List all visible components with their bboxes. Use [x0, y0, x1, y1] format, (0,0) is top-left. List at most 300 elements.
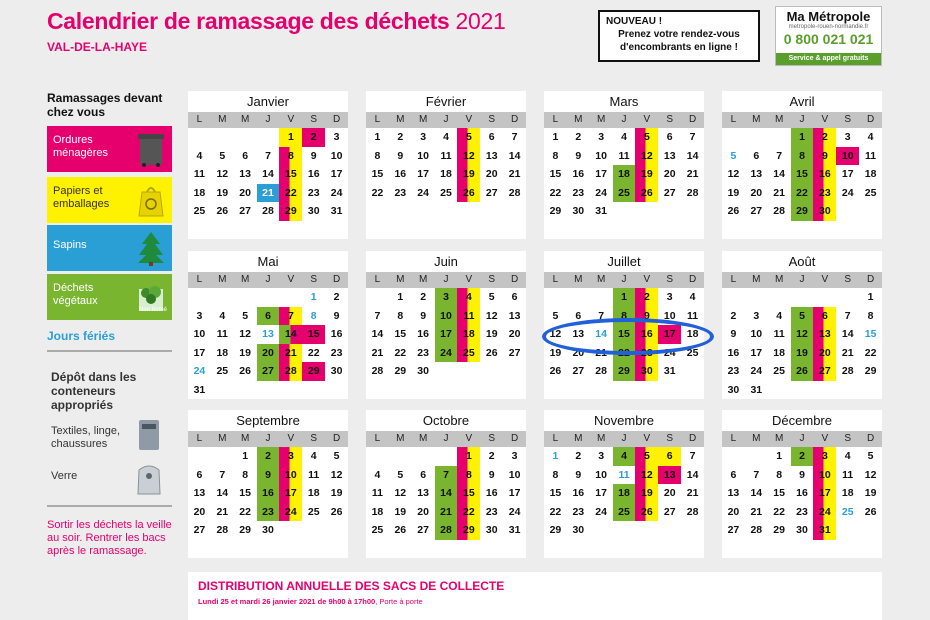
week-row — [188, 503, 348, 522]
day-cell: 29 — [613, 362, 636, 381]
day-cell: 10 — [813, 466, 836, 485]
empty-cell — [211, 447, 234, 466]
day-cell: 11 — [371, 487, 383, 499]
day-cell: 3 — [813, 447, 836, 466]
empty-cell — [768, 128, 791, 147]
legend-title: Ramassages devant chez vous — [47, 91, 163, 119]
day-cell: 8 — [242, 468, 249, 481]
day-cell: 12 — [394, 487, 407, 499]
day-cell: 15 — [864, 328, 877, 340]
day-cell: 6 — [575, 309, 582, 322]
day-cell: 25 — [613, 184, 636, 203]
day-cell: 8 — [397, 309, 404, 322]
day-cell: 19 — [216, 186, 229, 199]
depot-textiles: Textiles, linge, chaussures — [51, 425, 121, 450]
day-cell: 22 — [791, 184, 814, 203]
day-cell: 26 — [485, 346, 498, 359]
day-cell: 3 — [435, 288, 458, 307]
depot-title: Dépôt dans les conteneurs appropriés — [51, 370, 137, 412]
week-row — [366, 447, 526, 466]
day-cell: 4 — [867, 131, 874, 143]
day-cell: 23 — [572, 186, 585, 199]
weekday-label: L — [730, 433, 737, 444]
day-cell: 4 — [443, 131, 449, 143]
weekday-label: S — [666, 114, 674, 125]
day-cell: 15 — [791, 165, 814, 184]
month-name: Janvier — [247, 94, 289, 109]
day-cell: 1 — [397, 291, 404, 303]
day-cell: 18 — [613, 484, 636, 503]
empty-cell — [211, 128, 234, 147]
weekday-label: L — [374, 114, 381, 125]
day-cell: 20 — [572, 346, 585, 359]
weekday-header — [366, 112, 526, 128]
empty-cell — [768, 381, 791, 400]
day-cell: 14 — [773, 168, 785, 180]
day-cell: 31 — [813, 521, 836, 540]
day-cell: 26 — [239, 365, 251, 377]
day-cell: 23 — [572, 505, 585, 518]
commune-name: VAL-DE-LA-HAYE — [47, 40, 148, 54]
day-cell: 12 — [791, 325, 814, 344]
day-cell: 21 — [508, 168, 521, 180]
weekday-label: J — [265, 433, 271, 444]
weekday-label: M — [218, 433, 227, 444]
day-cell: 1 — [374, 131, 381, 143]
day-cell: 15 — [549, 168, 562, 180]
week-row — [544, 147, 704, 166]
day-cell: 6 — [666, 131, 673, 143]
day-cell: 24 — [330, 186, 343, 199]
week-row — [722, 307, 882, 326]
month-name: Mai — [257, 254, 279, 269]
day-cell: 2 — [575, 131, 582, 143]
day-cell: 26 — [457, 184, 480, 203]
day-cell: 4 — [310, 450, 317, 462]
day-cell: 12 — [635, 147, 658, 166]
weekday-header — [188, 431, 348, 447]
legend-vegetaux — [47, 274, 172, 320]
day-cell: 6 — [242, 149, 249, 162]
week-row — [544, 447, 704, 466]
weekday-label: M — [418, 274, 428, 285]
day-cell: 30 — [796, 524, 808, 536]
empty-cell — [681, 521, 704, 540]
weekday-label: S — [310, 114, 318, 125]
day-cell: 27 — [813, 362, 836, 381]
day-cell: 10 — [193, 328, 206, 340]
weekday-label: V — [643, 274, 651, 285]
month-9 — [188, 410, 348, 558]
empty-cell — [325, 521, 348, 540]
day-cell: 15 — [302, 325, 325, 344]
day-cell: 2 — [257, 447, 280, 466]
day-cell: 14 — [216, 487, 229, 499]
day-cell: 5 — [552, 309, 559, 322]
day-cell: 19 — [394, 505, 407, 518]
day-cell: 10 — [836, 147, 859, 166]
day-cell: 19 — [549, 346, 562, 359]
day-cell: 11 — [773, 328, 785, 340]
day-cell: 8 — [613, 307, 636, 326]
day-cell: 10 — [417, 149, 429, 162]
week-row — [722, 184, 882, 203]
weekday-label: V — [821, 433, 829, 444]
weekday-label: J — [265, 274, 271, 285]
week-row — [188, 484, 348, 503]
weekday-label: S — [844, 274, 852, 285]
day-cell: 7 — [511, 131, 518, 143]
day-cell: 21 — [750, 505, 763, 518]
day-cell: 24 — [193, 365, 206, 377]
month-12 — [722, 410, 882, 558]
recycling-bag-icon — [136, 182, 166, 218]
metropole-brand: Ma Métropole — [786, 9, 871, 24]
week-row — [188, 362, 348, 381]
day-cell: 1 — [791, 128, 814, 147]
day-cell: 23 — [417, 346, 429, 359]
week-row — [544, 362, 704, 381]
week-row — [366, 307, 526, 326]
day-cell: 6 — [257, 307, 280, 326]
day-cell: 19 — [791, 344, 814, 363]
day-cell: 26 — [791, 362, 814, 381]
collection-note: Sortir les déchets la veille au soir. Rentrer les bacs après le ramassage. — [47, 519, 172, 557]
week-row — [188, 288, 348, 307]
empty-cell — [257, 128, 280, 147]
day-cell: 8 — [552, 149, 559, 162]
day-cell: 23 — [330, 346, 343, 359]
day-cell: 2 — [420, 291, 427, 303]
day-cell: 8 — [791, 147, 814, 166]
day-cell: 2 — [302, 128, 325, 147]
day-cell: 19 — [330, 487, 343, 499]
day-cell: 21 — [773, 186, 785, 199]
day-cell: 15 — [279, 165, 302, 184]
empty-cell — [745, 447, 768, 466]
day-cell: 4 — [613, 447, 636, 466]
empty-cell — [836, 381, 859, 400]
weekday-header — [722, 431, 882, 447]
day-cell: 23 — [307, 186, 320, 199]
week-row — [188, 447, 348, 466]
day-cell: 21 — [257, 184, 280, 203]
empty-cell — [412, 447, 435, 466]
day-cell: 1 — [552, 131, 559, 143]
week-row — [722, 466, 882, 485]
weekday-label: S — [488, 433, 496, 444]
week-row — [366, 325, 526, 344]
day-cell: 18 — [613, 165, 636, 184]
weekday-label: J — [799, 114, 805, 125]
day-cell: 13 — [572, 328, 585, 340]
weekday-label: M — [596, 114, 606, 125]
weekday-header — [544, 272, 704, 288]
weekday-label: V — [465, 274, 473, 285]
weekday-label: S — [666, 433, 674, 444]
day-cell: 14 — [841, 328, 854, 340]
day-cell: 22 — [239, 505, 251, 518]
empty-cell — [302, 381, 325, 400]
day-cell: 21 — [435, 503, 458, 522]
week-row — [366, 484, 526, 503]
week-row — [366, 147, 526, 166]
week-row — [722, 288, 882, 307]
day-cell: 20 — [257, 344, 280, 363]
day-cell: 30 — [417, 365, 429, 377]
day-cell: 30 — [307, 205, 320, 217]
day-cell: 27 — [417, 524, 429, 536]
day-cell: 6 — [488, 131, 495, 143]
empty-cell — [211, 381, 234, 400]
day-cell: 28 — [841, 365, 854, 377]
day-cell: 12 — [485, 309, 498, 322]
day-cell: 21 — [686, 168, 699, 180]
empty-cell — [768, 288, 791, 307]
day-cell: 8 — [374, 149, 381, 162]
day-cell: 1 — [552, 450, 559, 462]
metropole-logo-box — [775, 6, 882, 66]
weekday-label: D — [866, 114, 875, 125]
day-cell: 3 — [279, 447, 302, 466]
day-cell: 10 — [595, 149, 607, 162]
weekday-label: V — [643, 114, 651, 125]
day-cell: 8 — [776, 468, 783, 481]
week-row — [188, 307, 348, 326]
month-name: Juillet — [607, 254, 641, 269]
empty-cell — [480, 362, 503, 381]
day-cell: 28 — [508, 186, 521, 199]
day-cell: 25 — [613, 503, 636, 522]
month-name: Février — [425, 94, 467, 109]
weekday-label: M — [752, 433, 761, 444]
day-cell: 18 — [841, 487, 854, 499]
day-cell: 25 — [864, 186, 877, 199]
day-cell: 1 — [310, 291, 317, 303]
day-cell: 13 — [727, 487, 740, 499]
week-row — [722, 344, 882, 363]
day-cell: 7 — [279, 307, 302, 326]
empty-cell — [681, 362, 704, 381]
day-cell: 21 — [686, 487, 699, 499]
weekday-header — [722, 112, 882, 128]
empty-cell — [791, 288, 814, 307]
day-cell: 14 — [686, 468, 699, 481]
weekday-label: S — [844, 433, 852, 444]
week-row — [366, 344, 526, 363]
day-cell: 18 — [440, 168, 452, 180]
empty-cell — [745, 128, 768, 147]
day-cell: 24 — [663, 346, 676, 359]
day-cell: 2 — [813, 128, 836, 147]
month-name: Août — [788, 254, 816, 269]
day-cell: 6 — [420, 468, 427, 481]
day-cell: 18 — [216, 346, 229, 359]
day-cell: 15 — [613, 325, 636, 344]
day-cell: 26 — [549, 365, 562, 377]
distribution-detail: Lundi 25 et mardi 26 janvier 2021 de 9h00 à 17h00, Porte à porte — [198, 597, 423, 606]
empty-cell — [836, 288, 859, 307]
day-cell: 6 — [753, 149, 760, 162]
week-row — [366, 288, 526, 307]
week-row — [544, 521, 704, 540]
weekday-label: L — [374, 274, 381, 285]
trash-bin-icon — [136, 131, 166, 167]
week-row — [366, 503, 526, 522]
day-cell: 11 — [842, 468, 854, 481]
weekday-label: M — [418, 433, 428, 444]
day-cell: 17 — [330, 168, 343, 180]
month-name: Décembre — [772, 413, 832, 428]
weekday-header — [366, 272, 526, 288]
weekday-label: D — [510, 433, 519, 444]
day-cell: 6 — [196, 468, 203, 481]
weekday-label: V — [287, 114, 295, 125]
day-cell: 20 — [663, 487, 676, 499]
day-cell: 13 — [750, 168, 763, 180]
day-cell: 24 — [508, 505, 521, 518]
day-cell: 18 — [686, 328, 699, 340]
weekday-label: J — [265, 114, 271, 125]
weekday-label: M — [218, 274, 227, 285]
day-cell: 4 — [621, 131, 627, 143]
day-cell: 9 — [397, 149, 404, 162]
day-cell: 5 — [242, 309, 249, 322]
day-cell: 8 — [867, 309, 874, 322]
empty-cell — [389, 447, 412, 466]
day-cell: 9 — [420, 309, 427, 322]
day-cell: 17 — [595, 168, 607, 180]
day-cell: 23 — [485, 505, 498, 518]
day-cell: 10 — [435, 307, 458, 326]
weekday-label: S — [310, 433, 318, 444]
weekday-label: M — [596, 274, 606, 285]
month-name: Septembre — [236, 413, 300, 428]
day-cell: 7 — [598, 309, 605, 322]
empty-cell — [745, 288, 768, 307]
online-appointment-notice[interactable] — [598, 10, 760, 62]
day-cell: 13 — [485, 149, 498, 162]
day-cell: 24 — [750, 365, 763, 377]
textile-container-icon — [137, 418, 161, 452]
legend-sapins-label: Sapins — [53, 239, 87, 251]
day-cell: 5 — [397, 468, 404, 481]
day-cell: 30 — [485, 524, 498, 536]
month-1 — [188, 91, 348, 239]
weekday-label: M — [574, 433, 583, 444]
day-cell: 24 — [841, 186, 854, 199]
day-cell: 5 — [333, 450, 340, 462]
day-cell: 13 — [417, 487, 429, 499]
empty-cell — [613, 202, 636, 221]
day-cell: 19 — [635, 484, 658, 503]
day-cell: 17 — [508, 487, 521, 499]
week-row — [188, 521, 348, 540]
day-cell: 4 — [374, 468, 381, 481]
day-cell: 28 — [371, 365, 384, 377]
day-cell: 24 — [595, 505, 607, 518]
day-cell: 17 — [813, 484, 836, 503]
day-cell: 31 — [193, 383, 206, 396]
metropole-phone[interactable]: 0 800 021 021 — [783, 31, 874, 47]
day-cell: 17 — [417, 168, 429, 180]
week-row — [544, 128, 704, 147]
day-cell: 11 — [308, 468, 320, 481]
weekday-label: M — [574, 114, 583, 125]
empty-cell — [859, 381, 882, 400]
week-row — [366, 466, 526, 485]
page-title: Calendrier de ramassage des déchets 2021 — [47, 8, 506, 34]
weekday-label: J — [621, 433, 627, 444]
day-cell: 14 — [279, 325, 302, 344]
weekday-label: D — [866, 274, 875, 285]
weekday-header — [544, 431, 704, 447]
day-cell: 13 — [658, 466, 681, 485]
day-cell: 22 — [549, 505, 562, 518]
weekday-label: J — [799, 274, 805, 285]
day-cell: 7 — [776, 149, 783, 162]
month-name: Octobre — [422, 413, 470, 428]
day-cell: 2 — [488, 450, 495, 462]
day-cell: 27 — [193, 524, 206, 536]
metropole-url[interactable]: metropole-rouen-normandie.fr — [788, 24, 869, 30]
day-cell: 15 — [239, 487, 251, 499]
weekday-label: S — [666, 274, 674, 285]
day-cell: 23 — [394, 186, 407, 199]
day-cell: 5 — [635, 128, 658, 147]
weekday-header — [544, 112, 704, 128]
day-cell: 31 — [750, 383, 763, 396]
legend-divider-2 — [47, 505, 172, 507]
day-cell: 22 — [394, 346, 407, 359]
weekday-label: V — [465, 114, 473, 125]
day-cell: 16 — [307, 168, 320, 180]
day-cell: 1 — [457, 447, 480, 466]
day-cell: 22 — [864, 346, 877, 359]
day-cell: 9 — [813, 147, 836, 166]
day-cell: 17 — [193, 346, 206, 359]
day-cell: 1 — [776, 450, 783, 462]
empty-cell — [635, 202, 658, 221]
week-row — [188, 325, 348, 344]
non-ferme-badge: Non fermé — [138, 307, 167, 313]
day-cell: 27 — [572, 365, 585, 377]
legend-vegetaux-label: Déchets végétaux — [53, 282, 98, 307]
day-cell: 14 — [508, 149, 521, 162]
day-cell: 22 — [279, 184, 302, 203]
weekday-label: M — [752, 274, 761, 285]
day-cell: 29 — [302, 362, 325, 381]
highlight-circle — [542, 318, 714, 355]
day-cell: 27 — [257, 362, 280, 381]
day-cell: 13 — [663, 149, 676, 162]
day-cell: 7 — [689, 450, 696, 462]
weekday-label: L — [552, 274, 559, 285]
day-cell: 29 — [791, 202, 814, 221]
weekday-label: V — [821, 274, 829, 285]
day-cell: 24 — [435, 344, 458, 363]
day-cell: 2 — [397, 131, 404, 143]
day-cell: 30 — [330, 365, 343, 377]
day-cell: 7 — [689, 131, 696, 143]
day-cell: 11 — [687, 309, 699, 322]
day-cell: 20 — [239, 186, 251, 199]
day-cell: 9 — [333, 309, 340, 322]
weekday-label: D — [510, 114, 519, 125]
day-cell: 5 — [219, 149, 226, 162]
empty-cell — [544, 288, 567, 307]
day-cell: 20 — [193, 505, 206, 518]
